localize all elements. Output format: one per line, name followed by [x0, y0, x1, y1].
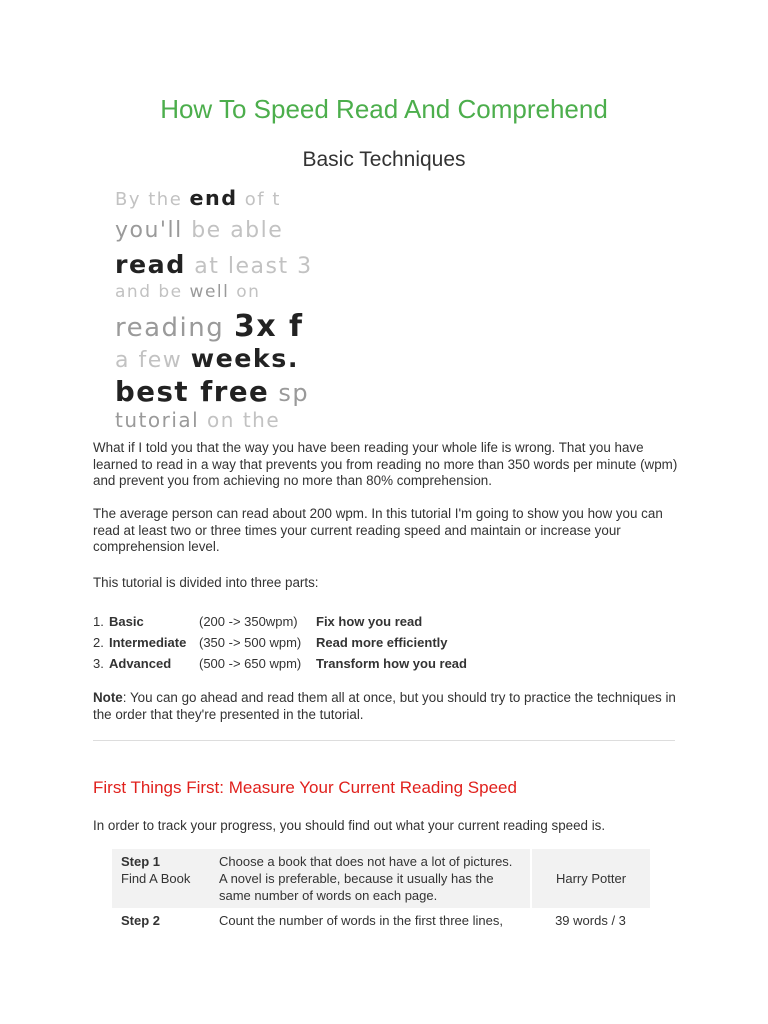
hero-text-fragment: free — [200, 375, 270, 408]
part-range: (500 -> 650 wpm) — [199, 656, 302, 671]
part-number: 1. — [93, 614, 104, 629]
hero-text-fragment: well — [189, 282, 230, 302]
hero-text-fragment: on the — [199, 408, 281, 432]
hero-text-line — [115, 252, 313, 278]
hero-text-fragment: and be — [115, 282, 190, 302]
section-divider — [93, 740, 675, 741]
steps-table — [112, 849, 650, 933]
part-description: Transform how you read — [316, 656, 467, 671]
hero-text-fragment: of t — [237, 189, 281, 210]
step-example: Harry Potter — [531, 849, 650, 908]
hero-text-fragment: By the — [115, 189, 190, 210]
hero-text-fragment: tutorial — [115, 408, 200, 432]
hero-text-fragment: end — [189, 186, 238, 210]
table-row — [112, 849, 650, 908]
part-name: Basic — [109, 614, 144, 629]
part-description: Read more efficiently — [316, 635, 448, 650]
average-reader-paragraph: The average person can read about 200 wpm. In this tutorial I'm going to show you how you can read at least two or three times your current reading speed and maintain or increase your comprehension level. — [93, 506, 663, 554]
note-paragraph — [93, 690, 683, 723]
hero-text-fragment: on — [229, 282, 261, 302]
hero-text-fragment: be able — [191, 218, 284, 243]
intro-paragraph: What if I told you that the way you have been reading your whole life is wrong. That you have learned to read in a way that prevents you from reading no more than 350 words per minute (wpm) and prevent you from achieving no more than 80% comprehension. — [93, 440, 678, 488]
part-name: Intermediate — [109, 635, 187, 650]
step-label-cell — [112, 849, 210, 908]
hero-text-line — [115, 346, 299, 372]
part-description: Fix how you read — [316, 614, 423, 629]
parts-intro-paragraph: This tutorial is divided into three parts: — [93, 575, 319, 590]
measure-intro-paragraph: In order to track your progress, you should find out what your current reading speed is. — [93, 818, 606, 833]
list-item — [93, 611, 467, 632]
hero-text-line — [115, 220, 283, 242]
step-label: Step 1 — [121, 854, 161, 869]
hero-text-fragment: a few — [115, 348, 191, 373]
part-range: (200 -> 350wpm) — [199, 614, 298, 629]
hero-text-line — [115, 188, 281, 209]
hero-text-fragment: at least 3 — [185, 254, 313, 279]
list-item — [93, 632, 467, 653]
hero-text-line — [115, 309, 304, 344]
step-label-cell — [112, 908, 210, 933]
hero-text-fragment: 3x f — [234, 309, 304, 344]
part-name: Advanced — [109, 656, 172, 671]
hero-text-fragment: weeks. — [190, 344, 299, 373]
part-number: 2. — [93, 635, 104, 650]
step-text: Choose a book that does not have a lot of pictures. A novel is preferable, because it usually has the same number of words on each page. — [210, 849, 531, 908]
note-text: : You can go ahead and read them all at once, but you should try to practice the techniques in the order that they're presented in the tutorial. — [93, 690, 676, 722]
hero-text-fragment: reading — [115, 313, 235, 343]
hero-text-fragment: sp — [269, 379, 310, 407]
hero-text-fragment: read — [115, 250, 186, 279]
hero-text-line — [115, 410, 280, 430]
tutorial-parts-list — [93, 611, 467, 674]
hero-text-image — [112, 184, 388, 432]
note-label: Note — [93, 690, 123, 705]
table-row — [112, 908, 650, 933]
section-heading: First Things First: Measure Your Current Reading Speed — [93, 778, 517, 797]
list-item — [93, 653, 467, 674]
step-label: Step 2 — [121, 913, 161, 928]
step-sublabel: Find A Book — [121, 871, 191, 886]
step-example: 39 words / 3 — [555, 913, 626, 928]
page-subtitle: Basic Techniques — [302, 148, 466, 171]
hero-text-fragment: best — [115, 375, 201, 408]
part-range: (350 -> 500 wpm) — [199, 635, 302, 650]
hero-text-fragment: you'll — [115, 218, 192, 243]
hero-text-line — [115, 284, 260, 301]
step-text: Count the number of words in the first three lines, — [219, 913, 503, 928]
page-title: How To Speed Read And Comprehend — [160, 94, 608, 124]
hero-text-line — [115, 375, 310, 408]
part-number: 3. — [93, 656, 104, 671]
